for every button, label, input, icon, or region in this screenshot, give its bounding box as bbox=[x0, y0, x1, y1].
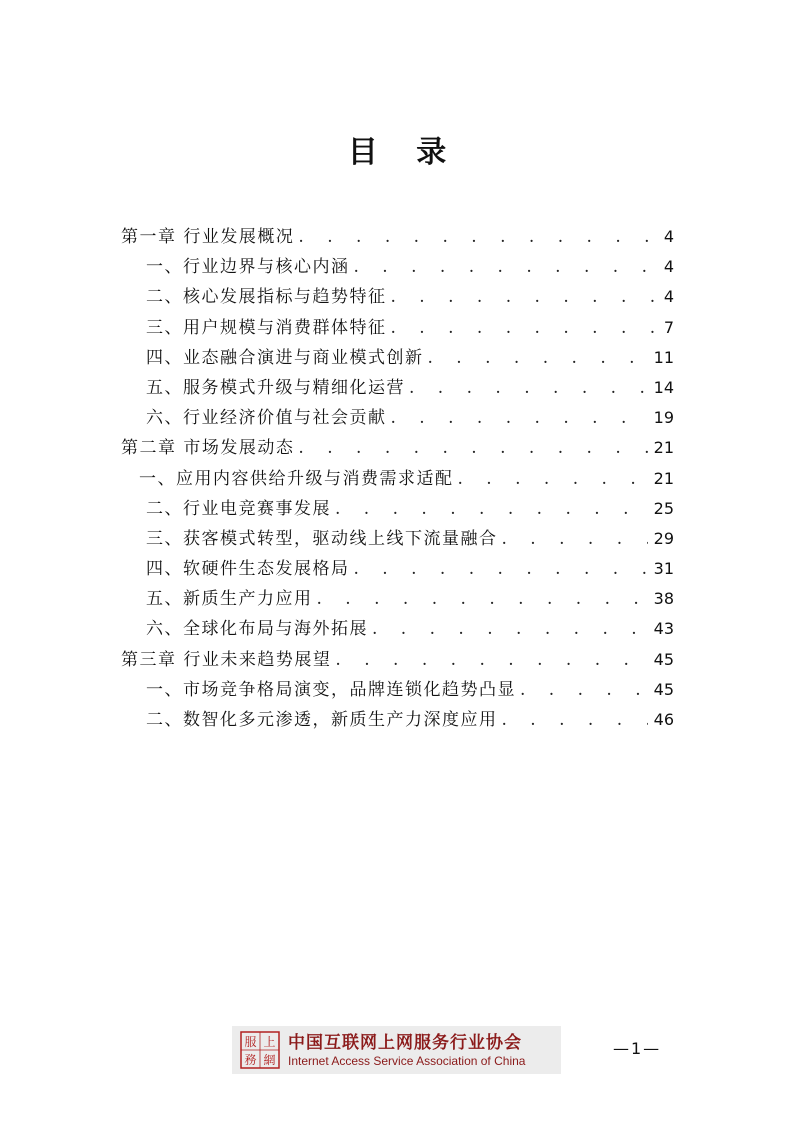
toc-entry-page: 31 bbox=[653, 559, 674, 579]
toc-entry-label: 六、行业经济价值与社会贡献 bbox=[146, 408, 387, 429]
toc-entry-label: 第一章 行业发展概况 bbox=[121, 227, 295, 247]
toc-entry-label: 三、获客模式转型，驱动线上线下流量融合 bbox=[146, 528, 498, 549]
toc-entry-page: 45 bbox=[653, 679, 674, 699]
toc-entry[interactable] bbox=[121, 554, 674, 584]
toc-leader-dots bbox=[335, 494, 648, 524]
toc-entry-label: 四、软硬件生态发展格局 bbox=[146, 559, 350, 580]
toc-leader-dots bbox=[391, 282, 658, 312]
toc-entry[interactable] bbox=[121, 584, 674, 614]
toc-entry-page: 4 bbox=[663, 227, 674, 246]
toc-leader-dots bbox=[458, 464, 648, 494]
toc-leader-dots bbox=[391, 313, 658, 343]
page-title: 目 录 bbox=[347, 135, 461, 170]
toc-entry-page: 4 bbox=[663, 287, 674, 307]
toc-entry[interactable] bbox=[121, 433, 674, 463]
toc-entry-page: 45 bbox=[653, 649, 674, 669]
toc-entry-label: 一、应用内容供给升级与消费需求适配 bbox=[139, 468, 454, 489]
toc-leader-dots bbox=[298, 222, 657, 252]
toc-entry-label: 一、行业边界与核心内涵 bbox=[146, 257, 350, 278]
toc-entry-page: 7 bbox=[663, 317, 674, 337]
toc-entry[interactable] bbox=[121, 313, 674, 343]
toc-entry-page: 29 bbox=[653, 528, 674, 548]
toc-entry[interactable] bbox=[121, 705, 674, 735]
toc-leader-dots bbox=[317, 584, 648, 614]
toc-leader-dots bbox=[502, 705, 648, 735]
toc-entry-page: 21 bbox=[653, 438, 674, 458]
toc-entry-page: 21 bbox=[653, 468, 674, 488]
toc-entry[interactable] bbox=[121, 403, 674, 433]
association-name-en: Internet Access Service Association of China bbox=[288, 1053, 526, 1068]
toc-leader-dots bbox=[409, 373, 648, 403]
svg-text:務: 務 bbox=[244, 1053, 257, 1067]
toc-entry-page: 43 bbox=[653, 619, 674, 639]
toc-leader-dots bbox=[502, 524, 648, 554]
toc-entry-label: 五、新质生产力应用 bbox=[146, 589, 313, 610]
toc-leader-dots bbox=[298, 433, 647, 463]
svg-text:上: 上 bbox=[263, 1035, 276, 1049]
toc-entry[interactable] bbox=[121, 252, 674, 282]
toc-entry[interactable] bbox=[121, 222, 674, 252]
toc-entry-page: 46 bbox=[653, 710, 674, 729]
toc-leader-dots bbox=[520, 675, 648, 705]
svg-text:網: 網 bbox=[263, 1053, 276, 1067]
association-name bbox=[288, 1032, 525, 1069]
toc-entry-page: 4 bbox=[663, 257, 674, 277]
toc-entry-label: 二、核心发展指标与趋势特征 bbox=[146, 287, 387, 308]
association-seal-logo bbox=[240, 1031, 280, 1069]
toc-entry-label: 三、用户规模与消费群体特征 bbox=[146, 317, 387, 338]
toc-entry-page: 19 bbox=[653, 408, 674, 428]
toc-entry-label: 六、全球化布局与海外拓展 bbox=[146, 619, 368, 640]
toc-entry-label: 二、数智化多元渗透，新质生产力深度应用 bbox=[146, 710, 498, 730]
toc-leader-dots bbox=[335, 645, 647, 675]
footer-logo-banner bbox=[232, 1026, 561, 1074]
toc-leader-dots bbox=[354, 252, 658, 282]
toc-entry-page: 25 bbox=[653, 498, 674, 518]
toc-entry[interactable] bbox=[121, 675, 674, 705]
toc-entry-page: 38 bbox=[653, 589, 674, 609]
toc-leader-dots bbox=[372, 614, 648, 644]
toc-leader-dots bbox=[354, 554, 648, 584]
seal-icon bbox=[240, 1031, 280, 1069]
svg-text:服: 服 bbox=[244, 1035, 257, 1049]
toc-entry-page: 11 bbox=[653, 347, 674, 367]
toc-entry[interactable] bbox=[121, 464, 674, 494]
toc-entry[interactable] bbox=[121, 524, 674, 554]
toc-entry[interactable] bbox=[121, 373, 674, 403]
toc-entry[interactable] bbox=[121, 494, 674, 524]
toc-entry[interactable] bbox=[121, 282, 674, 312]
toc-entry-page: 14 bbox=[653, 377, 674, 397]
toc-entry[interactable] bbox=[121, 614, 674, 644]
toc-entry-label: 第三章 行业未来趋势展望 bbox=[121, 649, 332, 670]
toc-entry-label: 一、市场竞争格局演变，品牌连锁化趋势凸显 bbox=[146, 679, 516, 700]
page-number: —1— bbox=[613, 1039, 662, 1058]
association-name-cn: 中国互联网上网服务行业协会 bbox=[288, 1032, 522, 1053]
table-of-contents bbox=[121, 222, 674, 735]
toc-entry-label: 五、服务模式升级与精细化运营 bbox=[146, 377, 405, 398]
toc-entry-label: 四、业态融合演进与商业模式创新 bbox=[146, 347, 424, 368]
toc-entry-label: 二、行业电竞赛事发展 bbox=[146, 498, 331, 519]
toc-leader-dots bbox=[428, 343, 648, 373]
toc-entry[interactable] bbox=[121, 645, 674, 675]
toc-entry[interactable] bbox=[121, 343, 674, 373]
toc-entry-label: 第二章 市场发展动态 bbox=[121, 438, 295, 459]
toc-leader-dots bbox=[391, 403, 648, 433]
